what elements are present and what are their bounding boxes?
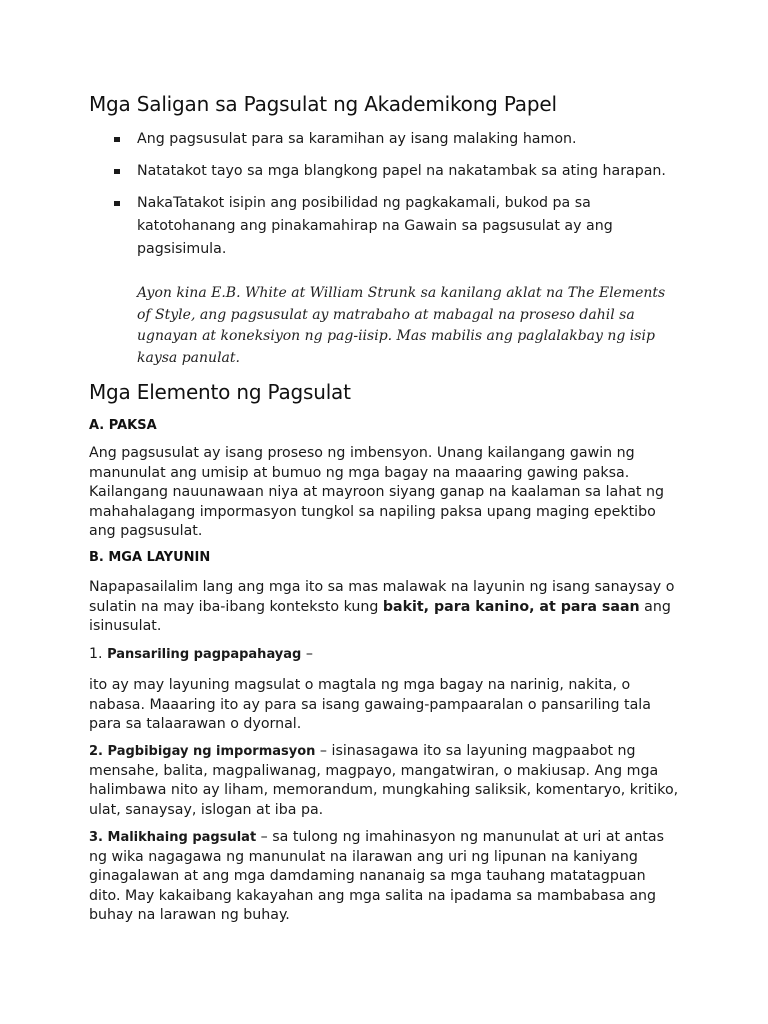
bullet-item [113,192,673,261]
bullet-item [113,160,673,183]
item-2-body: – isinasagawa ito sa layuning magpaabot ng mensahe, balita, magpaliwanag, magpayo, mangatwiran, o makiusap. Ang mga halimbawa nito ay liham, memorandum, mungkahing saliksik, komentaryo, kritiko, ulat, sanaysay, islogan at iba pa. [89,743,679,818]
item-2-label: 2. Pagbibigay ng impormasyon [89,744,316,759]
section-b-body-pre: Napapasailalim lang ang mga ito sa mas malawak na layunin ng isang sanaysay o sulatin na may iba-ibang konteksto kung [89,579,675,615]
item-1-body: ito ay may layuning magsulat o magtala ng mga bagay na narinig, nakita, o nabasa. Maaaring ito ay para sa isang gawaing-pampaaralan o pansariling tala para sa talaarawan o dyornal. [89,677,651,732]
elements-heading: Mga Elemento ng Pagsulat [89,380,351,404]
item-3-paragraph [89,828,679,926]
section-b-body-bold: bakit, para kanino, at para saan [382,598,640,615]
item-1-number: 1. [89,646,103,662]
section-b-body [89,578,679,637]
bullet-text: Natatakot tayo sa mga blangkong papel na nakatambak sa ating harapan. [137,163,666,179]
quote-text-part1: Ayon kina E.B. White at William Strunk sa kanilang aklat na The Elements of Style [137,285,666,323]
item-3-body: – sa tulong ng imahinasyon ng manunulat at uri at antas ng wika nagagawa ng manunulat na ilarawan ang uri ng lipunan na kaniyang ginagalawan at ang mga damdaming nananaig sa mga tauhang matatagpuan dito. May kakaibang kakayahan ang mga salita na ipadama sa mambabasa ang buhay na larawan ng buhay. [89,829,664,923]
item-1-label: Pansariling pagpapahayag [107,647,302,662]
square-bullet-icon [114,169,120,174]
item-3-label: 3. Malikhaing pagsulat [89,830,257,845]
quote-paragraph [137,283,677,369]
item-2-paragraph [89,742,679,820]
section-b-body-post: ang isinusulat. [89,598,671,634]
bullet-text: Ang pagsusulat para sa karamihan ay isang malaking hamon. [137,131,577,147]
quote-text-part2: , ang pagsusulat ay matrabaho at mabagal na proseso dahil sa ugnayan at koneksiyon ng pag-iisip. Mas mabilis ang paglalakbay ng isip kaysa panulat. [137,306,655,366]
bullet-item [113,128,673,151]
item-1-heading [89,645,679,665]
square-bullet-icon [114,201,120,206]
square-bullet-icon [114,137,120,142]
bullet-text: NakaTatakot isipin ang posibilidad ng pagkakamali, bukod pa sa katotohanang ang pinakamahirap na Gawain sa pagsusulat ay ang pagsisimula. [137,195,613,257]
item-1-dash: – [301,646,313,662]
main-heading: Mga Saligan sa Pagsulat ng Akademikong Papel [89,92,557,116]
section-b-title: B. MGA LAYUNIN [89,550,211,565]
section-a-body: Ang pagsusulat ay isang proseso ng imbensyon. Unang kailangang gawin ng manunulat ang umisip at bumuo ng mga bagay na maaaring gawing paksa. Kailangang nauunawaan niya at mayroon siyang ganap na kaalaman sa lahat ng mahahalagang impormasyon tungkol sa napiling paksa upang maging epektibo ang pagsusulat. [89,445,664,539]
bullet-list [113,128,673,270]
section-a-title: A. PAKSA [89,418,157,433]
